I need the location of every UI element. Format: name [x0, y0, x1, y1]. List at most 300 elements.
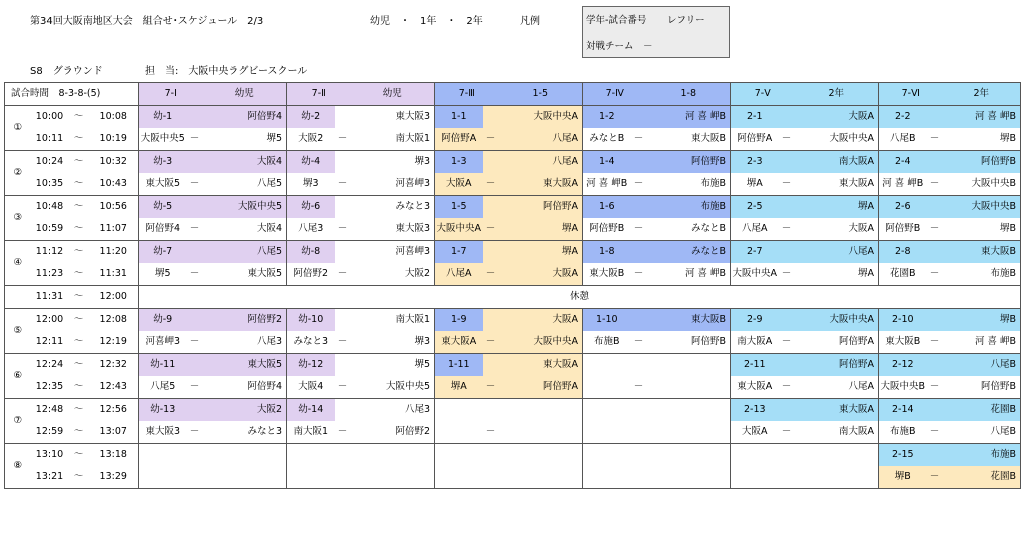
away-team: みなとB — [647, 218, 731, 241]
referee: 大阪4 — [203, 151, 287, 174]
spacer — [483, 309, 499, 332]
referee: 東大阪A — [795, 399, 879, 422]
spacer — [335, 309, 351, 332]
game-id: 幼-1 — [139, 106, 187, 129]
away-team: 八尾3 — [203, 331, 287, 354]
game-id: 幼-2 — [287, 106, 335, 129]
away-team: 堺B — [943, 128, 1021, 151]
game-id — [583, 354, 631, 377]
dash: － — [779, 376, 795, 399]
break-end: 12:00 — [89, 286, 139, 309]
time-header: 試合時間 8-3-8-(5) — [5, 83, 139, 106]
ground-name: 7-Ⅵ — [879, 83, 943, 106]
tilde: ～ — [69, 354, 89, 377]
tilde: ～ — [69, 218, 89, 241]
ground-grade: 幼児 — [203, 83, 287, 106]
away-team: 南大阪1 — [351, 128, 435, 151]
tilde: ～ — [69, 151, 89, 174]
ground-name: 7-Ⅰ — [139, 83, 203, 106]
start-time: 12:59 — [31, 421, 69, 444]
break-label: 休憩 — [139, 286, 1021, 309]
dash: － — [927, 331, 943, 354]
referee — [351, 444, 435, 467]
referee: みなと3 — [351, 196, 435, 219]
game-id: 2-10 — [879, 309, 927, 332]
referee — [647, 444, 731, 467]
spacer — [631, 151, 647, 174]
spacer — [927, 241, 943, 264]
dash: － — [187, 173, 203, 196]
dash: － — [927, 128, 943, 151]
spacer — [927, 354, 943, 377]
away-team: みなと3 — [203, 421, 287, 444]
referee — [203, 444, 287, 467]
dash: － — [927, 173, 943, 196]
home-team: 阿倍野A — [731, 128, 779, 151]
game-id: 幼-6 — [287, 196, 335, 219]
spacer — [187, 241, 203, 264]
game-id: 1-10 — [583, 309, 631, 332]
referee: 大阪A — [499, 309, 583, 332]
dash: － — [631, 218, 647, 241]
referee: 阿倍野4 — [203, 106, 287, 129]
dash: － — [779, 421, 795, 444]
away-team: 阿倍野2 — [351, 421, 435, 444]
spacer — [927, 399, 943, 422]
tilde: ～ — [69, 376, 89, 399]
start-time: 12:24 — [31, 354, 69, 377]
home-team: 八尾3 — [287, 218, 335, 241]
referee: 河 喜 岬B — [647, 106, 731, 129]
away-team — [647, 466, 731, 489]
spacer — [187, 309, 203, 332]
referee: 八尾A — [499, 151, 583, 174]
dash: － — [631, 128, 647, 151]
home-team — [583, 421, 631, 444]
referee: 東大阪3 — [351, 106, 435, 129]
referee: 堺3 — [351, 151, 435, 174]
dash: － — [927, 263, 943, 286]
game-id: 幼-9 — [139, 309, 187, 332]
start-time: 10:00 — [31, 106, 69, 129]
away-team: 堺A — [795, 263, 879, 286]
spacer — [631, 309, 647, 332]
home-team: 阿倍野B — [879, 218, 927, 241]
dash: － — [187, 331, 203, 354]
dash: － — [779, 128, 795, 151]
home-team: 大阪中央B — [879, 376, 927, 399]
game-id — [435, 444, 483, 467]
spacer — [335, 466, 351, 489]
away-team: 八尾5 — [203, 173, 287, 196]
dash: － — [187, 218, 203, 241]
ground-name: 7-Ⅴ — [731, 83, 795, 106]
spacer — [483, 196, 499, 219]
break-start: 11:31 — [31, 286, 69, 309]
spacer — [335, 196, 351, 219]
tilde: ～ — [69, 399, 89, 422]
end-time: 13:18 — [89, 444, 139, 467]
home-team — [287, 466, 335, 489]
ground-label: S8 グラウンド — [30, 66, 103, 77]
referee: 大阪中央B — [943, 196, 1021, 219]
referee: 堺A — [795, 196, 879, 219]
home-team: 八尾A — [435, 263, 483, 286]
dash: － — [187, 263, 203, 286]
game-id — [287, 444, 335, 467]
away-team: 堺3 — [351, 331, 435, 354]
dash: － — [335, 173, 351, 196]
game-id: 幼-10 — [287, 309, 335, 332]
game-id: 幼-14 — [287, 399, 335, 422]
away-team: 布施B — [943, 263, 1021, 286]
game-id: 2-4 — [879, 151, 927, 174]
home-team: 布施B — [879, 421, 927, 444]
game-id: 2-7 — [731, 241, 779, 264]
home-team: 阿倍野A — [435, 128, 483, 151]
home-team: 八尾A — [731, 218, 779, 241]
start-time: 11:12 — [31, 241, 69, 264]
home-team: 堺B — [879, 466, 927, 489]
game-id: 1-4 — [583, 151, 631, 174]
end-time: 12:08 — [89, 309, 139, 332]
spacer — [187, 399, 203, 422]
game-id — [139, 444, 187, 467]
home-team — [435, 466, 483, 489]
away-team: 堺B — [943, 218, 1021, 241]
away-team: 東大阪B — [647, 128, 731, 151]
slot-number: ⑤ — [5, 309, 31, 354]
end-time: 10:43 — [89, 173, 139, 196]
home-team — [583, 376, 631, 399]
home-team: 大阪4 — [287, 376, 335, 399]
spacer — [483, 151, 499, 174]
away-team: 河喜岬3 — [351, 173, 435, 196]
referee: 阿倍野B — [647, 151, 731, 174]
game-id: 2-15 — [879, 444, 927, 467]
home-team: 大阪A — [435, 173, 483, 196]
away-team — [351, 466, 435, 489]
spacer — [483, 399, 499, 422]
home-team: 河 喜 岬B — [879, 173, 927, 196]
away-team: 大阪4 — [203, 218, 287, 241]
away-team: 南大阪A — [795, 421, 879, 444]
away-team: 大阪中央A — [499, 331, 583, 354]
legend-label: 凡例 — [520, 16, 540, 27]
end-time: 13:29 — [89, 466, 139, 489]
home-team: 阿倍野2 — [287, 263, 335, 286]
spacer — [335, 399, 351, 422]
game-id: 幼-3 — [139, 151, 187, 174]
dash: － — [483, 218, 499, 241]
dash: － — [335, 218, 351, 241]
referee: 河 喜 岬B — [943, 106, 1021, 129]
game-id: 2-13 — [731, 399, 779, 422]
home-team: 八尾5 — [139, 376, 187, 399]
ground-name: 7-Ⅳ — [583, 83, 647, 106]
referee: 八尾B — [943, 354, 1021, 377]
referee: 東大阪B — [943, 241, 1021, 264]
game-id: 幼-8 — [287, 241, 335, 264]
spacer — [187, 466, 203, 489]
game-id: 2-2 — [879, 106, 927, 129]
game-id: 1-6 — [583, 196, 631, 219]
legend-ref: レフリー — [667, 15, 705, 26]
referee: 堺5 — [351, 354, 435, 377]
referee — [647, 354, 731, 377]
game-id: 2-9 — [731, 309, 779, 332]
game-id — [583, 399, 631, 422]
away-team: 八尾B — [943, 421, 1021, 444]
home-team: 東大阪A — [731, 376, 779, 399]
game-id: 幼-4 — [287, 151, 335, 174]
spacer — [187, 354, 203, 377]
referee: みなとB — [647, 241, 731, 264]
away-team — [499, 466, 583, 489]
ground-grade: 幼児 — [351, 83, 435, 106]
home-team — [139, 466, 187, 489]
start-time: 12:35 — [31, 376, 69, 399]
tilde: ～ — [69, 196, 89, 219]
spacer — [779, 196, 795, 219]
start-time: 12:00 — [31, 309, 69, 332]
referee: 南大阪1 — [351, 309, 435, 332]
home-team: 花園B — [879, 263, 927, 286]
person-label: 担 当: 大阪中央ラグビースクール — [145, 66, 308, 77]
end-time: 12:32 — [89, 354, 139, 377]
away-team: 堺A — [499, 218, 583, 241]
game-id — [435, 399, 483, 422]
away-team: 東大阪5 — [203, 263, 287, 286]
referee: 南大阪A — [795, 151, 879, 174]
game-id: 2-3 — [731, 151, 779, 174]
start-time: 11:23 — [31, 263, 69, 286]
referee: 河喜岬3 — [351, 241, 435, 264]
dash: － — [779, 263, 795, 286]
referee: 大阪中央5 — [203, 196, 287, 219]
spacer — [335, 151, 351, 174]
game-id: 1-8 — [583, 241, 631, 264]
away-team: 八尾A — [795, 376, 879, 399]
game-id: 2-5 — [731, 196, 779, 219]
referee: 阿倍野B — [943, 151, 1021, 174]
away-team: 堺5 — [203, 128, 287, 151]
home-team: 東大阪3 — [139, 421, 187, 444]
dash: － — [631, 331, 647, 354]
legend-box — [582, 6, 730, 58]
tilde: ～ — [69, 421, 89, 444]
spacer — [631, 466, 647, 489]
dash: － — [483, 421, 499, 444]
away-team: 大阪中央A — [795, 128, 879, 151]
spacer — [483, 106, 499, 129]
away-team: 花園B — [943, 466, 1021, 489]
referee: 布施B — [647, 196, 731, 219]
tilde: ～ — [69, 128, 89, 151]
spacer — [779, 444, 795, 467]
spacer — [483, 354, 499, 377]
tilde: ～ — [69, 173, 89, 196]
dash: － — [927, 466, 943, 489]
home-team: 東大阪5 — [139, 173, 187, 196]
ground-grade: 1-5 — [499, 83, 583, 106]
away-team — [203, 466, 287, 489]
game-id: 2-11 — [731, 354, 779, 377]
home-team: 堺A — [731, 173, 779, 196]
home-team: 東大阪B — [583, 263, 631, 286]
game-id: 2-1 — [731, 106, 779, 129]
referee: 布施B — [943, 444, 1021, 467]
referee: 阿倍野2 — [203, 309, 287, 332]
referee — [499, 444, 583, 467]
referee — [647, 399, 731, 422]
home-team — [435, 421, 483, 444]
home-team: 阿倍野4 — [139, 218, 187, 241]
end-time: 10:19 — [89, 128, 139, 151]
game-id: 幼-7 — [139, 241, 187, 264]
end-time: 11:07 — [89, 218, 139, 241]
end-time: 10:08 — [89, 106, 139, 129]
end-time: 11:31 — [89, 263, 139, 286]
dash: － — [779, 331, 795, 354]
start-time: 10:24 — [31, 151, 69, 174]
dash: － — [335, 128, 351, 151]
spacer — [927, 196, 943, 219]
game-id: 幼-13 — [139, 399, 187, 422]
home-team: 大阪中央5 — [139, 128, 187, 151]
spacer — [335, 241, 351, 264]
spacer — [631, 444, 647, 467]
referee: 八尾A — [795, 241, 879, 264]
game-id — [731, 444, 779, 467]
tilde: ～ — [69, 263, 89, 286]
referee: 八尾5 — [203, 241, 287, 264]
home-team: みなと3 — [287, 331, 335, 354]
spacer — [631, 241, 647, 264]
end-time: 10:56 — [89, 196, 139, 219]
start-time: 13:21 — [31, 466, 69, 489]
page-title: 第34回大阪南地区大会 組合せ･スケジュール 2/3 — [30, 16, 264, 27]
away-team: 阿倍野B — [647, 331, 731, 354]
spacer — [335, 354, 351, 377]
slot-number: ③ — [5, 196, 31, 241]
referee: 堺B — [943, 309, 1021, 332]
home-team — [731, 466, 779, 489]
home-team: 河喜岬3 — [139, 331, 187, 354]
spacer — [631, 106, 647, 129]
legend-teams: 対戦チーム － — [586, 41, 653, 52]
start-time: 10:11 — [31, 128, 69, 151]
home-team: 東大阪A — [435, 331, 483, 354]
tilde: ～ — [69, 331, 89, 354]
away-team — [499, 421, 583, 444]
spacer — [187, 106, 203, 129]
game-id: 幼-5 — [139, 196, 187, 219]
away-team: 布施B — [647, 173, 731, 196]
spacer — [631, 421, 647, 444]
home-team — [583, 466, 631, 489]
away-team: 阿倍野A — [795, 331, 879, 354]
spacer — [779, 106, 795, 129]
referee: 阿倍野A — [499, 196, 583, 219]
game-id: 幼-11 — [139, 354, 187, 377]
home-team: みなとB — [583, 128, 631, 151]
dash: － — [483, 128, 499, 151]
slot-number: ⑦ — [5, 399, 31, 444]
spacer — [335, 106, 351, 129]
end-time: 12:19 — [89, 331, 139, 354]
spacer — [779, 354, 795, 377]
ground-grade: 1-8 — [647, 83, 731, 106]
dash: － — [335, 376, 351, 399]
referee — [499, 399, 583, 422]
game-id: 1-11 — [435, 354, 483, 377]
end-time: 10:32 — [89, 151, 139, 174]
end-time: 12:43 — [89, 376, 139, 399]
spacer — [779, 241, 795, 264]
game-id — [583, 444, 631, 467]
home-team: 南大阪A — [731, 331, 779, 354]
dash: － — [483, 173, 499, 196]
away-team: 阿倍野4 — [203, 376, 287, 399]
game-id: 1-1 — [435, 106, 483, 129]
tilde: ～ — [69, 286, 89, 309]
spacer — [779, 399, 795, 422]
spacer — [631, 196, 647, 219]
game-id: 1-7 — [435, 241, 483, 264]
away-team: 河 喜 岬B — [647, 263, 731, 286]
home-team: 布施B — [583, 331, 631, 354]
home-team: 八尾B — [879, 128, 927, 151]
spacer — [187, 444, 203, 467]
spacer — [483, 241, 499, 264]
home-team: 河 喜 岬B — [583, 173, 631, 196]
home-team: 堺A — [435, 376, 483, 399]
away-team — [795, 466, 879, 489]
away-team: 東大阪3 — [351, 218, 435, 241]
dash: － — [483, 263, 499, 286]
referee: 東大阪5 — [203, 354, 287, 377]
dash: － — [631, 376, 647, 399]
game-id: 1-3 — [435, 151, 483, 174]
home-team: 大阪A — [731, 421, 779, 444]
referee — [795, 444, 879, 467]
tilde: ～ — [69, 444, 89, 467]
referee: 大阪中央A — [795, 309, 879, 332]
referee: 花園B — [943, 399, 1021, 422]
ground-name: 7-Ⅱ — [287, 83, 351, 106]
spacer — [927, 106, 943, 129]
category-label: 幼児 ・ 1年 ・ 2年 — [370, 16, 483, 27]
dash: － — [779, 173, 795, 196]
spacer — [483, 444, 499, 467]
spacer — [631, 399, 647, 422]
away-team: 東大阪A — [499, 173, 583, 196]
dash: － — [335, 263, 351, 286]
game-id: 1-2 — [583, 106, 631, 129]
tilde: ～ — [69, 309, 89, 332]
dash: － — [335, 331, 351, 354]
dash: － — [335, 421, 351, 444]
away-team — [647, 421, 731, 444]
away-team: 阿倍野B — [943, 376, 1021, 399]
away-team: 河 喜 岬B — [943, 331, 1021, 354]
slot-number: ⑧ — [5, 444, 31, 489]
game-id: 2-8 — [879, 241, 927, 264]
game-id: 2-6 — [879, 196, 927, 219]
referee: 八尾3 — [351, 399, 435, 422]
away-team: 大阪2 — [351, 263, 435, 286]
